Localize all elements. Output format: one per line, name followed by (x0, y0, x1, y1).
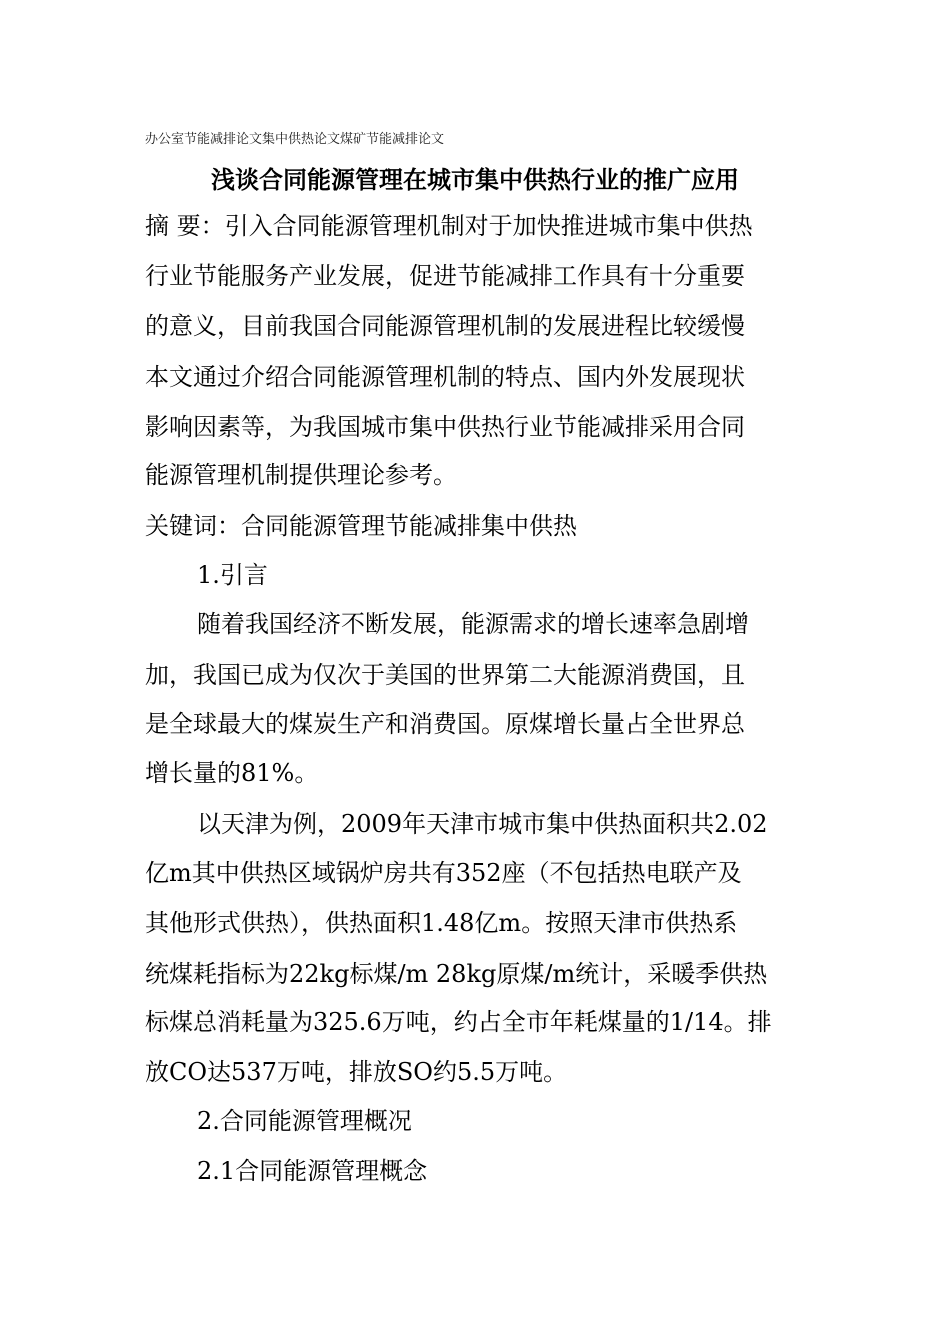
abstract-line: 本文通过介绍合同能源管理机制的特点、国内外发展现状 (145, 363, 745, 391)
abstract-line: 能源管理机制提供理论参考。 (145, 461, 457, 489)
abstract-line: 行业节能服务产业发展，促进节能减排工作具有十分重要 (145, 262, 745, 290)
paragraph-1-line: 增长量的81%。 (145, 759, 319, 787)
paragraph-2-line: 其他形式供热），供热面积1.48亿m。按照天津市供热系 (145, 909, 738, 937)
paragraph-1-line: 是全球最大的煤炭生产和消费国。原煤增长量占全世界总 (145, 710, 745, 738)
paragraph-2-line: 以天津为例，2009年天津市城市集中供热面积共2.02 (197, 810, 768, 838)
abstract-line: 影响因素等，为我国城市集中供热行业节能减排采用合同 (145, 413, 745, 441)
paragraph-1-line: 随着我国经济不断发展，能源需求的增长速率急剧增 (197, 610, 749, 638)
document-title: 浅谈合同能源管理在城市集中供热行业的推广应用 (211, 166, 739, 194)
header-note: 办公室节能减排论文集中供热论文煤矿节能减排论文 (145, 132, 445, 147)
section-1-heading: 1.引言 (197, 561, 268, 589)
paragraph-2-line: 亿m其中供热区域锅炉房共有352座（不包括热电联产及 (145, 859, 742, 887)
section-2-heading: 2.合同能源管理概况 (197, 1107, 412, 1135)
section-2-1-heading: 2.1合同能源管理概念 (197, 1157, 428, 1185)
paragraph-2-line: 标煤总消耗量为325.6万吨，约占全市年耗煤量的1/14。排 (145, 1008, 772, 1036)
paragraph-1-line: 加，我国已成为仅次于美国的世界第二大能源消费国，且 (145, 661, 745, 689)
paragraph-2-line: 放CO达537万吨，排放SO约5.5万吨。 (145, 1058, 568, 1086)
abstract-line: 摘 要：引入合同能源管理机制对于加快推进城市集中供热 (145, 212, 753, 240)
paragraph-2-line: 统煤耗指标为22kg标煤/m 28kg原煤/m统计，采暖季供热 (145, 960, 768, 988)
abstract-line: 的意义，目前我国合同能源管理机制的发展进程比较缓慢 (145, 312, 745, 340)
keywords-line: 关键词：合同能源管理节能减排集中供热 (145, 512, 577, 540)
